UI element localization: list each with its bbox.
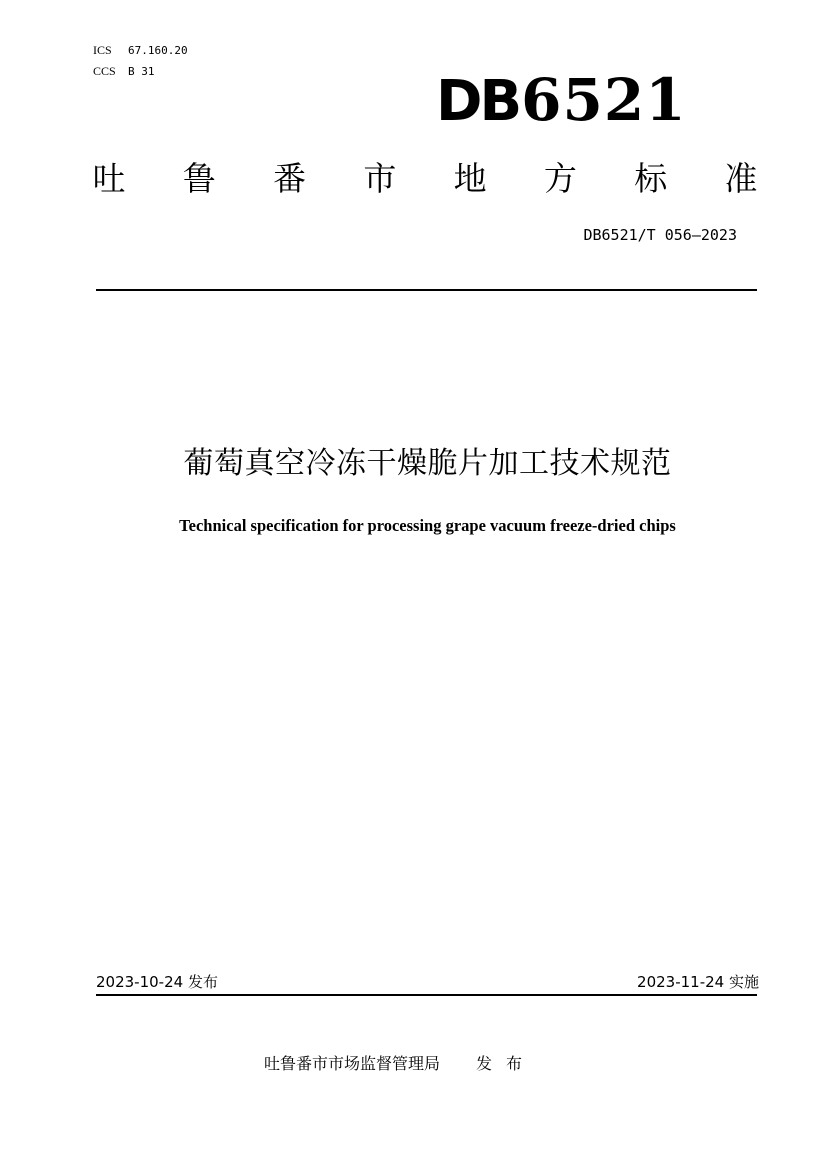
standard-type-char: 方 [543,159,577,198]
issuer-line [264,1052,536,1076]
standard-type-char: 市 [363,159,397,198]
top-divider [96,289,757,291]
document-title-en: Technical specification for processing grape vacuum freeze-dried chips [179,516,676,535]
standard-type-heading [85,155,765,203]
standard-number: DB6521/T 056—2023 [583,226,737,244]
db-logo-number: 6521 [521,66,687,134]
standard-type-char: 吐 [92,159,126,198]
standard-type-char: 番 [273,159,307,198]
publish-date: 2023-10-24 发布 [96,973,218,991]
ics-label: ICS [93,43,112,57]
ccs-label: CCS [93,64,116,78]
standard-type-char: 鲁 [182,159,216,198]
db-logo [436,68,696,132]
standard-type-char: 准 [724,159,758,198]
effective-date: 2023-11-24 实施 [637,973,759,991]
issuer-action: 发布 [476,1054,537,1073]
document-title-zh: 葡萄真空冷冻干燥脆片加工技术规范 [183,446,672,481]
ccs-value: B 31 [128,65,155,78]
ics-value: 67.160.20 [128,44,188,57]
classification-block [93,40,188,82]
ics-row [93,40,188,61]
issuer-name: 吐鲁番市市场监督管理局 [264,1054,441,1073]
bottom-divider [96,994,757,996]
ccs-row [93,61,188,82]
standard-type-char: 标 [634,159,668,198]
standard-type-char: 地 [453,159,487,198]
db-logo-prefix: DB [436,69,520,134]
